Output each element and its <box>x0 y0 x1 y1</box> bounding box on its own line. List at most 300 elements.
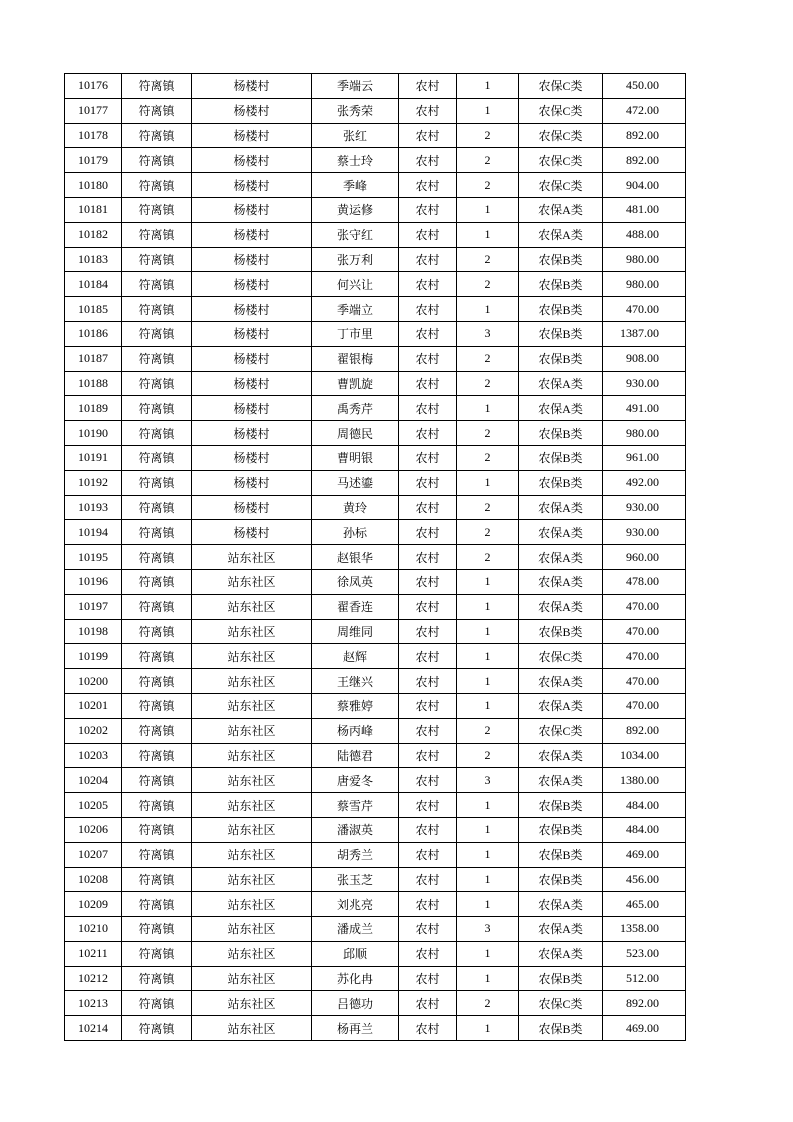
cell-village: 杨楼村 <box>192 222 312 247</box>
cell-town: 符离镇 <box>122 1016 192 1041</box>
cell-town: 符离镇 <box>122 966 192 991</box>
cell-town: 符离镇 <box>122 569 192 594</box>
cell-town: 符离镇 <box>122 793 192 818</box>
cell-residence_type: 农村 <box>399 123 457 148</box>
cell-person_count: 1 <box>457 793 519 818</box>
cell-amount: 1034.00 <box>603 743 686 768</box>
cell-id: 10196 <box>65 569 122 594</box>
cell-id: 10193 <box>65 495 122 520</box>
cell-amount: 892.00 <box>603 148 686 173</box>
cell-name: 翟银梅 <box>312 346 399 371</box>
cell-amount: 484.00 <box>603 793 686 818</box>
cell-amount: 904.00 <box>603 173 686 198</box>
cell-town: 符离镇 <box>122 594 192 619</box>
table-row <box>65 520 686 545</box>
cell-residence_type: 农村 <box>399 1016 457 1041</box>
cell-person_count: 1 <box>457 594 519 619</box>
cell-village: 站东社区 <box>192 569 312 594</box>
cell-insurance_category: 农保B类 <box>519 793 603 818</box>
cell-insurance_category: 农保B类 <box>519 421 603 446</box>
cell-residence_type: 农村 <box>399 693 457 718</box>
cell-residence_type: 农村 <box>399 495 457 520</box>
cell-id: 10187 <box>65 346 122 371</box>
cell-person_count: 2 <box>457 173 519 198</box>
cell-village: 杨楼村 <box>192 520 312 545</box>
cell-amount: 488.00 <box>603 222 686 247</box>
cell-id: 10181 <box>65 197 122 222</box>
cell-residence_type: 农村 <box>399 793 457 818</box>
cell-insurance_category: 农保A类 <box>519 569 603 594</box>
cell-town: 符离镇 <box>122 222 192 247</box>
cell-person_count: 3 <box>457 321 519 346</box>
table-row <box>65 545 686 570</box>
table-row <box>65 768 686 793</box>
cell-insurance_category: 农保B类 <box>519 1016 603 1041</box>
cell-residence_type: 农村 <box>399 98 457 123</box>
cell-amount: 1387.00 <box>603 321 686 346</box>
table-row <box>65 892 686 917</box>
cell-person_count: 1 <box>457 892 519 917</box>
cell-name: 蔡雪芹 <box>312 793 399 818</box>
cell-amount: 492.00 <box>603 470 686 495</box>
cell-insurance_category: 农保C类 <box>519 74 603 99</box>
cell-amount: 470.00 <box>603 594 686 619</box>
cell-residence_type: 农村 <box>399 669 457 694</box>
cell-name: 刘兆亮 <box>312 892 399 917</box>
cell-village: 杨楼村 <box>192 371 312 396</box>
cell-id: 10207 <box>65 842 122 867</box>
cell-town: 符离镇 <box>122 247 192 272</box>
cell-amount: 980.00 <box>603 247 686 272</box>
cell-town: 符离镇 <box>122 445 192 470</box>
table-row <box>65 74 686 99</box>
cell-person_count: 1 <box>457 74 519 99</box>
cell-name: 张万利 <box>312 247 399 272</box>
cell-id: 10214 <box>65 1016 122 1041</box>
cell-residence_type: 农村 <box>399 545 457 570</box>
table-row <box>65 569 686 594</box>
cell-amount: 908.00 <box>603 346 686 371</box>
cell-person_count: 3 <box>457 768 519 793</box>
cell-insurance_category: 农保C类 <box>519 991 603 1016</box>
cell-insurance_category: 农保C类 <box>519 148 603 173</box>
cell-id: 10180 <box>65 173 122 198</box>
cell-name: 蔡雅婷 <box>312 693 399 718</box>
cell-id: 10183 <box>65 247 122 272</box>
cell-amount: 930.00 <box>603 520 686 545</box>
cell-amount: 470.00 <box>603 297 686 322</box>
cell-name: 张玉芝 <box>312 867 399 892</box>
cell-id: 10199 <box>65 644 122 669</box>
cell-town: 符离镇 <box>122 892 192 917</box>
cell-insurance_category: 农保B类 <box>519 619 603 644</box>
cell-residence_type: 农村 <box>399 297 457 322</box>
cell-insurance_category: 农保A类 <box>519 594 603 619</box>
cell-insurance_category: 农保A类 <box>519 545 603 570</box>
table-row <box>65 123 686 148</box>
cell-amount: 980.00 <box>603 272 686 297</box>
cell-insurance_category: 农保B类 <box>519 470 603 495</box>
cell-insurance_category: 农保A类 <box>519 396 603 421</box>
cell-village: 杨楼村 <box>192 396 312 421</box>
table-row <box>65 247 686 272</box>
cell-town: 符离镇 <box>122 470 192 495</box>
cell-village: 站东社区 <box>192 768 312 793</box>
cell-id: 10205 <box>65 793 122 818</box>
cell-person_count: 2 <box>457 445 519 470</box>
cell-amount: 523.00 <box>603 941 686 966</box>
cell-village: 杨楼村 <box>192 421 312 446</box>
cell-id: 10209 <box>65 892 122 917</box>
cell-insurance_category: 农保A类 <box>519 768 603 793</box>
table-row <box>65 669 686 694</box>
table-row <box>65 941 686 966</box>
cell-residence_type: 农村 <box>399 619 457 644</box>
cell-amount: 450.00 <box>603 74 686 99</box>
cell-amount: 491.00 <box>603 396 686 421</box>
cell-town: 符离镇 <box>122 718 192 743</box>
cell-village: 站东社区 <box>192 867 312 892</box>
cell-id: 10202 <box>65 718 122 743</box>
table-row <box>65 445 686 470</box>
cell-village: 杨楼村 <box>192 197 312 222</box>
cell-name: 季峰 <box>312 173 399 198</box>
cell-village: 站东社区 <box>192 817 312 842</box>
cell-name: 张守红 <box>312 222 399 247</box>
cell-amount: 470.00 <box>603 644 686 669</box>
cell-name: 张秀荣 <box>312 98 399 123</box>
cell-village: 杨楼村 <box>192 470 312 495</box>
cell-town: 符离镇 <box>122 197 192 222</box>
cell-name: 季端云 <box>312 74 399 99</box>
cell-town: 符离镇 <box>122 148 192 173</box>
cell-name: 曹凯旋 <box>312 371 399 396</box>
cell-village: 杨楼村 <box>192 98 312 123</box>
cell-residence_type: 农村 <box>399 421 457 446</box>
cell-name: 吕德功 <box>312 991 399 1016</box>
cell-id: 10208 <box>65 867 122 892</box>
cell-residence_type: 农村 <box>399 247 457 272</box>
cell-residence_type: 农村 <box>399 173 457 198</box>
table-row <box>65 743 686 768</box>
table-row <box>65 718 686 743</box>
cell-amount: 892.00 <box>603 718 686 743</box>
cell-town: 符离镇 <box>122 644 192 669</box>
table-row <box>65 371 686 396</box>
cell-person_count: 1 <box>457 867 519 892</box>
cell-name: 唐爱冬 <box>312 768 399 793</box>
cell-residence_type: 农村 <box>399 966 457 991</box>
table-row <box>65 842 686 867</box>
table-row <box>65 817 686 842</box>
cell-id: 10206 <box>65 817 122 842</box>
cell-id: 10212 <box>65 966 122 991</box>
table-row <box>65 173 686 198</box>
cell-amount: 478.00 <box>603 569 686 594</box>
cell-amount: 512.00 <box>603 966 686 991</box>
records-table <box>64 73 686 1041</box>
cell-amount: 892.00 <box>603 991 686 1016</box>
cell-residence_type: 农村 <box>399 644 457 669</box>
cell-village: 站东社区 <box>192 669 312 694</box>
cell-insurance_category: 农保B类 <box>519 321 603 346</box>
cell-amount: 1358.00 <box>603 917 686 942</box>
cell-person_count: 1 <box>457 669 519 694</box>
cell-town: 符离镇 <box>122 520 192 545</box>
cell-residence_type: 农村 <box>399 346 457 371</box>
cell-village: 站东社区 <box>192 941 312 966</box>
cell-town: 符离镇 <box>122 123 192 148</box>
cell-insurance_category: 农保A类 <box>519 892 603 917</box>
cell-insurance_category: 农保A类 <box>519 520 603 545</box>
cell-residence_type: 农村 <box>399 867 457 892</box>
cell-person_count: 2 <box>457 545 519 570</box>
cell-town: 符离镇 <box>122 321 192 346</box>
cell-town: 符离镇 <box>122 842 192 867</box>
cell-insurance_category: 农保A类 <box>519 941 603 966</box>
table-row <box>65 98 686 123</box>
cell-name: 曹明银 <box>312 445 399 470</box>
cell-name: 蔡士玲 <box>312 148 399 173</box>
cell-residence_type: 农村 <box>399 743 457 768</box>
cell-residence_type: 农村 <box>399 991 457 1016</box>
cell-village: 杨楼村 <box>192 272 312 297</box>
cell-name: 王继兴 <box>312 669 399 694</box>
cell-amount: 472.00 <box>603 98 686 123</box>
cell-id: 10203 <box>65 743 122 768</box>
table-row <box>65 148 686 173</box>
cell-town: 符离镇 <box>122 693 192 718</box>
table-row <box>65 346 686 371</box>
cell-residence_type: 农村 <box>399 222 457 247</box>
cell-person_count: 1 <box>457 470 519 495</box>
cell-town: 符离镇 <box>122 421 192 446</box>
cell-name: 周德民 <box>312 421 399 446</box>
cell-insurance_category: 农保A类 <box>519 917 603 942</box>
cell-residence_type: 农村 <box>399 817 457 842</box>
cell-person_count: 2 <box>457 421 519 446</box>
cell-town: 符离镇 <box>122 272 192 297</box>
table-row <box>65 917 686 942</box>
cell-id: 10176 <box>65 74 122 99</box>
cell-amount: 456.00 <box>603 867 686 892</box>
cell-town: 符离镇 <box>122 768 192 793</box>
cell-person_count: 1 <box>457 222 519 247</box>
cell-id: 10194 <box>65 520 122 545</box>
cell-amount: 484.00 <box>603 817 686 842</box>
cell-town: 符离镇 <box>122 917 192 942</box>
cell-amount: 470.00 <box>603 619 686 644</box>
cell-name: 杨再兰 <box>312 1016 399 1041</box>
cell-insurance_category: 农保B类 <box>519 247 603 272</box>
cell-town: 符离镇 <box>122 545 192 570</box>
table-row <box>65 1016 686 1041</box>
cell-person_count: 2 <box>457 743 519 768</box>
cell-name: 季端立 <box>312 297 399 322</box>
cell-insurance_category: 农保B类 <box>519 842 603 867</box>
cell-insurance_category: 农保B类 <box>519 346 603 371</box>
table-row <box>65 470 686 495</box>
cell-person_count: 1 <box>457 941 519 966</box>
cell-person_count: 2 <box>457 495 519 520</box>
cell-residence_type: 农村 <box>399 520 457 545</box>
cell-amount: 470.00 <box>603 669 686 694</box>
cell-name: 潘成兰 <box>312 917 399 942</box>
table-row <box>65 297 686 322</box>
cell-town: 符离镇 <box>122 173 192 198</box>
cell-id: 10204 <box>65 768 122 793</box>
cell-insurance_category: 农保B类 <box>519 445 603 470</box>
cell-id: 10201 <box>65 693 122 718</box>
cell-insurance_category: 农保B类 <box>519 867 603 892</box>
cell-person_count: 1 <box>457 569 519 594</box>
cell-amount: 960.00 <box>603 545 686 570</box>
cell-village: 站东社区 <box>192 594 312 619</box>
cell-village: 站东社区 <box>192 619 312 644</box>
cell-village: 站东社区 <box>192 693 312 718</box>
cell-person_count: 2 <box>457 148 519 173</box>
table-row <box>65 966 686 991</box>
cell-person_count: 2 <box>457 371 519 396</box>
cell-name: 翟香连 <box>312 594 399 619</box>
cell-town: 符离镇 <box>122 98 192 123</box>
cell-insurance_category: 农保A类 <box>519 693 603 718</box>
cell-person_count: 1 <box>457 1016 519 1041</box>
cell-name: 何兴让 <box>312 272 399 297</box>
cell-residence_type: 农村 <box>399 74 457 99</box>
cell-person_count: 1 <box>457 817 519 842</box>
cell-town: 符离镇 <box>122 619 192 644</box>
cell-village: 杨楼村 <box>192 445 312 470</box>
cell-town: 符离镇 <box>122 817 192 842</box>
cell-insurance_category: 农保B类 <box>519 272 603 297</box>
cell-village: 杨楼村 <box>192 346 312 371</box>
cell-name: 杨丙峰 <box>312 718 399 743</box>
cell-insurance_category: 农保A类 <box>519 669 603 694</box>
cell-residence_type: 农村 <box>399 470 457 495</box>
cell-town: 符离镇 <box>122 74 192 99</box>
cell-person_count: 2 <box>457 991 519 1016</box>
cell-insurance_category: 农保A类 <box>519 743 603 768</box>
cell-insurance_category: 农保C类 <box>519 123 603 148</box>
cell-id: 10211 <box>65 941 122 966</box>
cell-village: 杨楼村 <box>192 297 312 322</box>
cell-name: 孙标 <box>312 520 399 545</box>
table-row <box>65 619 686 644</box>
cell-residence_type: 农村 <box>399 445 457 470</box>
cell-id: 10198 <box>65 619 122 644</box>
cell-insurance_category: 农保C类 <box>519 98 603 123</box>
cell-id: 10178 <box>65 123 122 148</box>
cell-residence_type: 农村 <box>399 941 457 966</box>
cell-residence_type: 农村 <box>399 842 457 867</box>
cell-village: 站东社区 <box>192 991 312 1016</box>
cell-village: 站东社区 <box>192 842 312 867</box>
cell-insurance_category: 农保B类 <box>519 966 603 991</box>
cell-name: 周维同 <box>312 619 399 644</box>
cell-amount: 1380.00 <box>603 768 686 793</box>
cell-person_count: 2 <box>457 718 519 743</box>
cell-person_count: 1 <box>457 644 519 669</box>
cell-village: 杨楼村 <box>192 148 312 173</box>
cell-insurance_category: 农保C类 <box>519 718 603 743</box>
cell-amount: 980.00 <box>603 421 686 446</box>
cell-amount: 469.00 <box>603 1016 686 1041</box>
cell-amount: 892.00 <box>603 123 686 148</box>
cell-residence_type: 农村 <box>399 892 457 917</box>
cell-village: 站东社区 <box>192 718 312 743</box>
cell-id: 10191 <box>65 445 122 470</box>
cell-amount: 481.00 <box>603 197 686 222</box>
cell-village: 杨楼村 <box>192 495 312 520</box>
cell-town: 符离镇 <box>122 669 192 694</box>
cell-insurance_category: 农保A类 <box>519 495 603 520</box>
cell-amount: 470.00 <box>603 693 686 718</box>
cell-person_count: 1 <box>457 396 519 421</box>
cell-residence_type: 农村 <box>399 371 457 396</box>
cell-name: 潘淑英 <box>312 817 399 842</box>
cell-insurance_category: 农保A类 <box>519 197 603 222</box>
cell-town: 符离镇 <box>122 371 192 396</box>
cell-id: 10188 <box>65 371 122 396</box>
cell-village: 杨楼村 <box>192 321 312 346</box>
records-table-body <box>65 74 686 1041</box>
cell-town: 符离镇 <box>122 297 192 322</box>
cell-name: 马述鎏 <box>312 470 399 495</box>
cell-residence_type: 农村 <box>399 594 457 619</box>
cell-person_count: 3 <box>457 917 519 942</box>
cell-village: 站东社区 <box>192 793 312 818</box>
cell-amount: 465.00 <box>603 892 686 917</box>
cell-person_count: 1 <box>457 842 519 867</box>
cell-id: 10213 <box>65 991 122 1016</box>
cell-town: 符离镇 <box>122 396 192 421</box>
cell-name: 徐凤英 <box>312 569 399 594</box>
cell-person_count: 2 <box>457 346 519 371</box>
cell-village: 站东社区 <box>192 892 312 917</box>
cell-name: 丁市里 <box>312 321 399 346</box>
cell-town: 符离镇 <box>122 941 192 966</box>
table-row <box>65 867 686 892</box>
table-row <box>65 793 686 818</box>
cell-residence_type: 农村 <box>399 396 457 421</box>
cell-insurance_category: 农保C类 <box>519 644 603 669</box>
cell-name: 赵辉 <box>312 644 399 669</box>
cell-person_count: 2 <box>457 272 519 297</box>
cell-amount: 930.00 <box>603 495 686 520</box>
cell-name: 赵银华 <box>312 545 399 570</box>
cell-person_count: 1 <box>457 197 519 222</box>
table-row <box>65 272 686 297</box>
cell-id: 10190 <box>65 421 122 446</box>
cell-town: 符离镇 <box>122 495 192 520</box>
cell-person_count: 1 <box>457 297 519 322</box>
cell-person_count: 1 <box>457 619 519 644</box>
cell-village: 站东社区 <box>192 917 312 942</box>
cell-id: 10177 <box>65 98 122 123</box>
cell-residence_type: 农村 <box>399 197 457 222</box>
cell-village: 杨楼村 <box>192 74 312 99</box>
cell-person_count: 2 <box>457 247 519 272</box>
cell-village: 杨楼村 <box>192 123 312 148</box>
cell-insurance_category: 农保B类 <box>519 297 603 322</box>
cell-village: 杨楼村 <box>192 173 312 198</box>
table-row <box>65 197 686 222</box>
cell-name: 黄玲 <box>312 495 399 520</box>
cell-village: 站东社区 <box>192 1016 312 1041</box>
cell-name: 黄运修 <box>312 197 399 222</box>
cell-name: 胡秀兰 <box>312 842 399 867</box>
